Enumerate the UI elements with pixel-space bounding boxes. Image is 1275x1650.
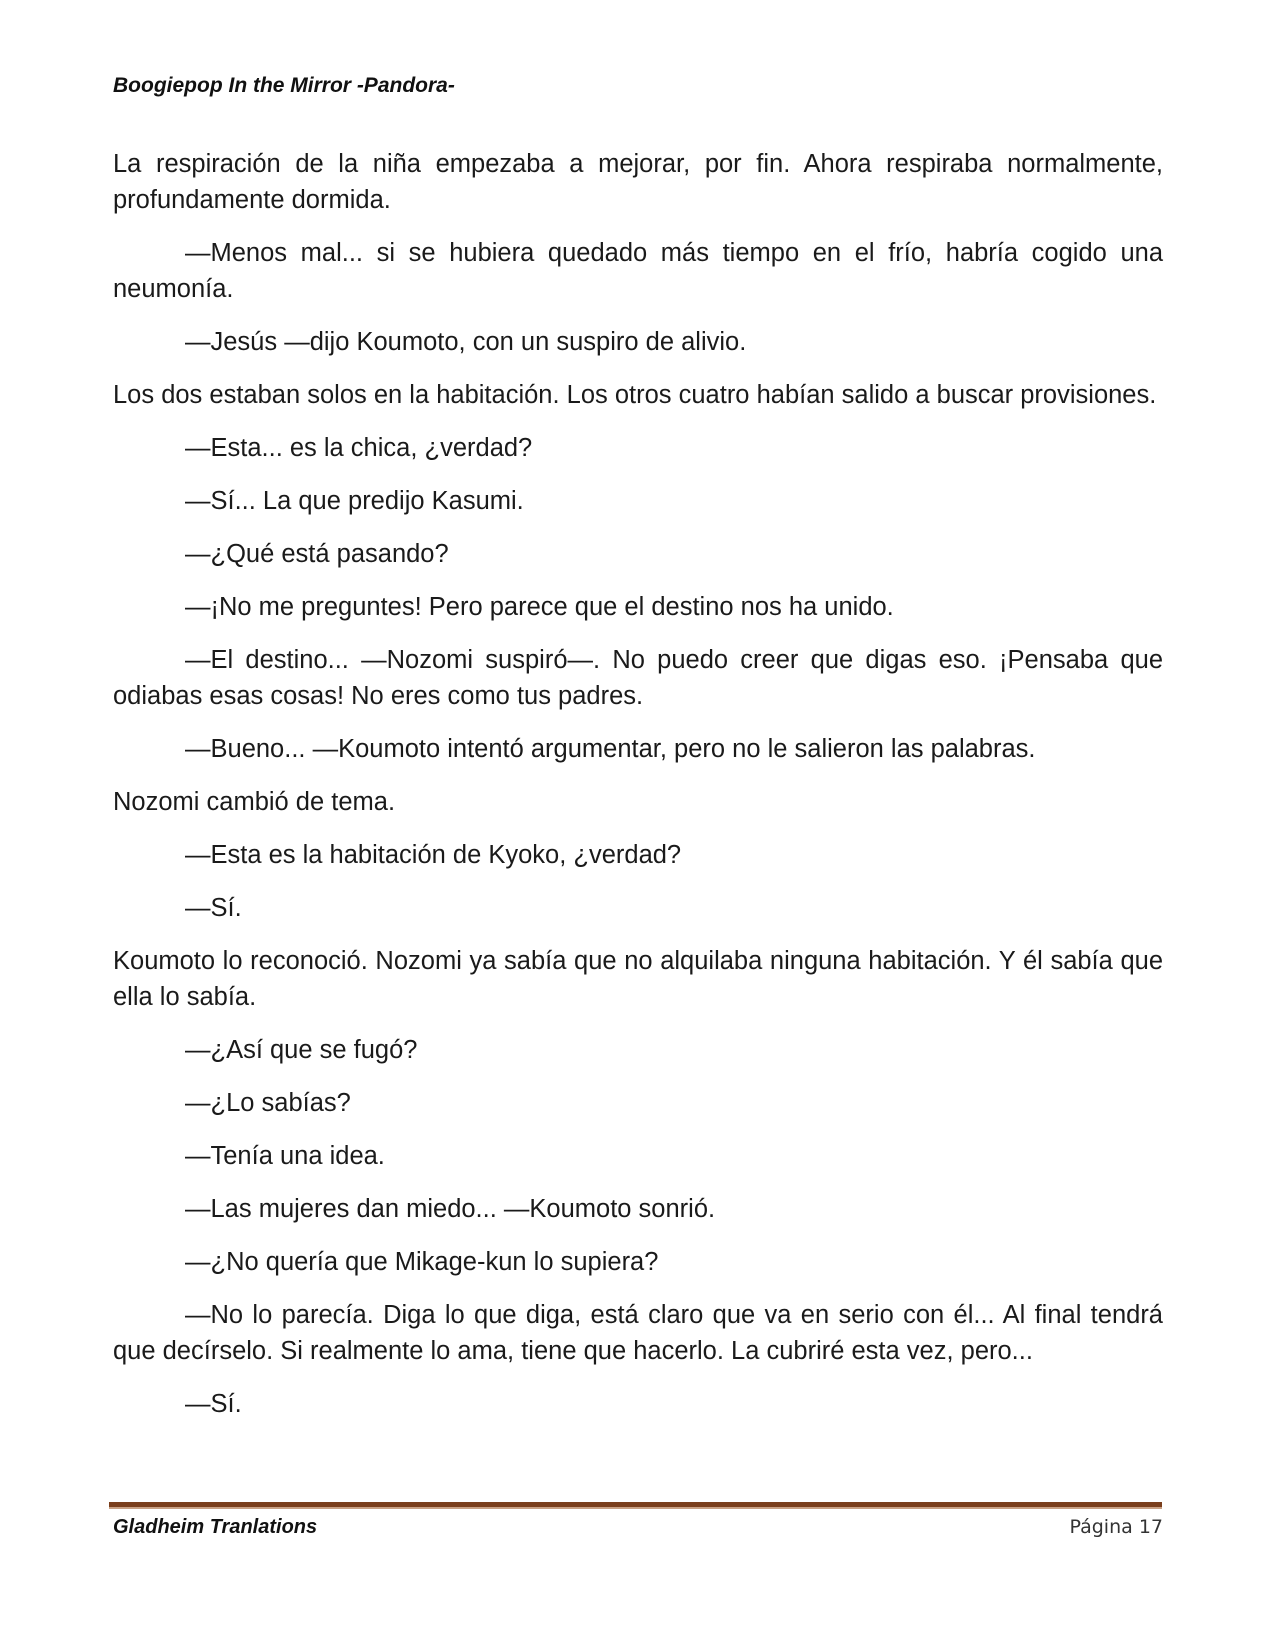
paragraph: —Esta es la habitación de Kyoko, ¿verdad? — [185, 841, 682, 869]
running-header: Boogiepop In the Mirror -Pandora- — [113, 74, 455, 97]
footer-rule — [109, 1502, 1162, 1509]
paragraph: —Sí... La que predijo Kasumi. — [185, 487, 524, 515]
paragraph: —¿Así que se fugó? — [185, 1036, 418, 1064]
paragraph: —¿Lo sabías? — [185, 1089, 351, 1117]
paragraph: La respiración de la niña empezaba a mejorar, por fin. Ahora respiraba normalmente, profundamente dormida. — [113, 150, 1163, 214]
page-label: Página — [1069, 1516, 1133, 1538]
paragraph: —Jesús —dijo Koumoto, con un suspiro de alivio. — [185, 328, 747, 356]
page-number — [1069, 1516, 1163, 1538]
paragraph: —Tenía una idea. — [185, 1142, 385, 1170]
page-number-value: 17 — [1138, 1516, 1163, 1538]
paragraph: —¡No me preguntes! Pero parece que el destino nos ha unido. — [185, 593, 894, 621]
paragraph: Nozomi cambió de tema. — [113, 788, 396, 816]
paragraph: —Las mujeres dan miedo... —Koumoto sonrió. — [185, 1195, 716, 1223]
body-text — [113, 146, 1163, 1439]
paragraph: —Sí. — [185, 1390, 242, 1418]
paragraph: —Bueno... —Koumoto intentó argumentar, pero no le salieron las palabras. — [185, 735, 1036, 763]
paragraph: —¿Qué está pasando? — [185, 540, 449, 568]
paragraph: —El destino... —Nozomi suspiró—. No puedo creer que digas eso. ¡Pensaba que odiabas esas cosas! No eres como tus padres. — [113, 646, 1163, 710]
paragraph: —Menos mal... si se hubiera quedado más tiempo en el frío, habría cogido una neumonía. — [113, 239, 1163, 303]
paragraph: —Esta... es la chica, ¿verdad? — [185, 434, 533, 462]
footer-credit: Gladheim Tranlations — [113, 1516, 318, 1538]
paragraph: —Sí. — [185, 894, 242, 922]
paragraph: —¿No quería que Mikage-kun lo supiera? — [185, 1248, 659, 1276]
paragraph: —No lo parecía. Diga lo que diga, está claro que va en serio con él... Al final tendrá que decírselo. Si realmente lo ama, tiene que hacerlo. La cubriré esta vez, pero... — [113, 1301, 1163, 1365]
paragraph: Los dos estaban solos en la habitación. Los otros cuatro habían salido a buscar provisiones. — [113, 381, 1157, 409]
paragraph: Koumoto lo reconoció. Nozomi ya sabía que no alquilaba ninguna habitación. Y él sabía que ella lo sabía. — [113, 947, 1163, 1011]
